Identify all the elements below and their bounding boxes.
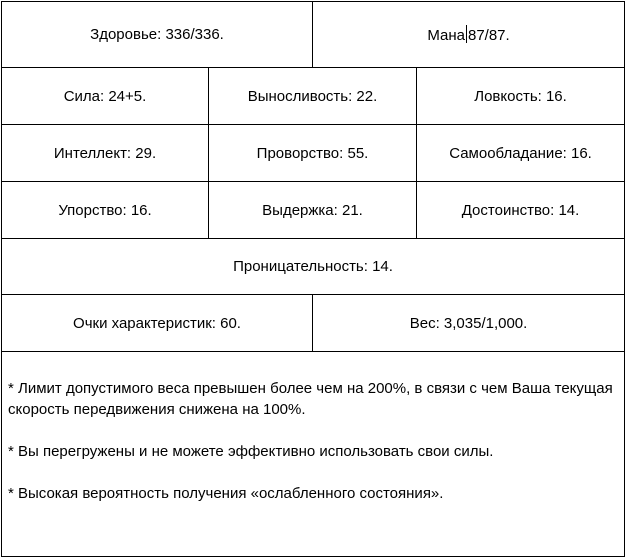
mana-value: 87/87.: [467, 27, 510, 44]
persistence-cell: [2, 182, 209, 239]
health-value: Здоровье: 336/336.: [90, 26, 224, 43]
strength-cell: [2, 68, 209, 125]
stamina-cell: [209, 182, 417, 239]
composure-cell: [417, 125, 625, 182]
stat-points-cell: [2, 295, 313, 352]
insight-value: Проницательность: 14.: [233, 258, 393, 275]
strength-value: Сила: 24+5.: [63, 87, 147, 105]
mana-label: Мана: [427, 27, 465, 44]
mana-text: [427, 25, 509, 44]
endurance-value: Выносливость: 22.: [247, 87, 378, 105]
stat-points-value: Очки характеристик: 60.: [73, 314, 241, 332]
text-cursor: [466, 25, 467, 43]
endurance-cell: [209, 68, 417, 125]
dexterity-value: Ловкость: 16.: [474, 87, 567, 105]
insight-cell: [2, 239, 625, 295]
notes-cell: [2, 352, 625, 557]
agility-value: Проворство: 55.: [256, 144, 369, 162]
insight-row: [2, 239, 625, 295]
intellect-cell: [2, 125, 209, 182]
attributes-row-1: [2, 68, 625, 125]
persistence-value: Упорство: 16.: [58, 201, 152, 219]
vitals-row: [2, 2, 625, 68]
note-overweight: * Лимит допустимого веса превышен более чем на 200%, в связи с чем Ваша текущая скорость передвижения снижена на 100%.: [8, 380, 613, 418]
dexterity-cell: [417, 68, 625, 125]
notes-row: [2, 352, 625, 557]
points-weight-row: [2, 295, 625, 352]
intellect-value: Интеллект: 29.: [53, 144, 157, 162]
character-stats-table: [1, 1, 625, 557]
agility-cell: [209, 125, 417, 182]
stamina-value: Выдержка: 21.: [262, 201, 363, 219]
attributes-row-3: [2, 182, 625, 239]
attributes-row-2: [2, 125, 625, 182]
weight-cell: [313, 295, 625, 352]
dignity-value: Достоинство: 14.: [461, 201, 580, 219]
health-cell: [2, 2, 313, 68]
weight-value: Вес: 3,035/1,000.: [409, 314, 528, 332]
mana-cell[interactable]: [313, 2, 625, 68]
note-weakened-risk: * Высокая вероятность получения «ослабленного состояния».: [8, 485, 444, 502]
dignity-cell: [417, 182, 625, 239]
composure-value: Самообладание: 16.: [449, 144, 592, 162]
note-overloaded: * Вы перегружены и не можете эффективно использовать свои силы.: [8, 443, 494, 460]
